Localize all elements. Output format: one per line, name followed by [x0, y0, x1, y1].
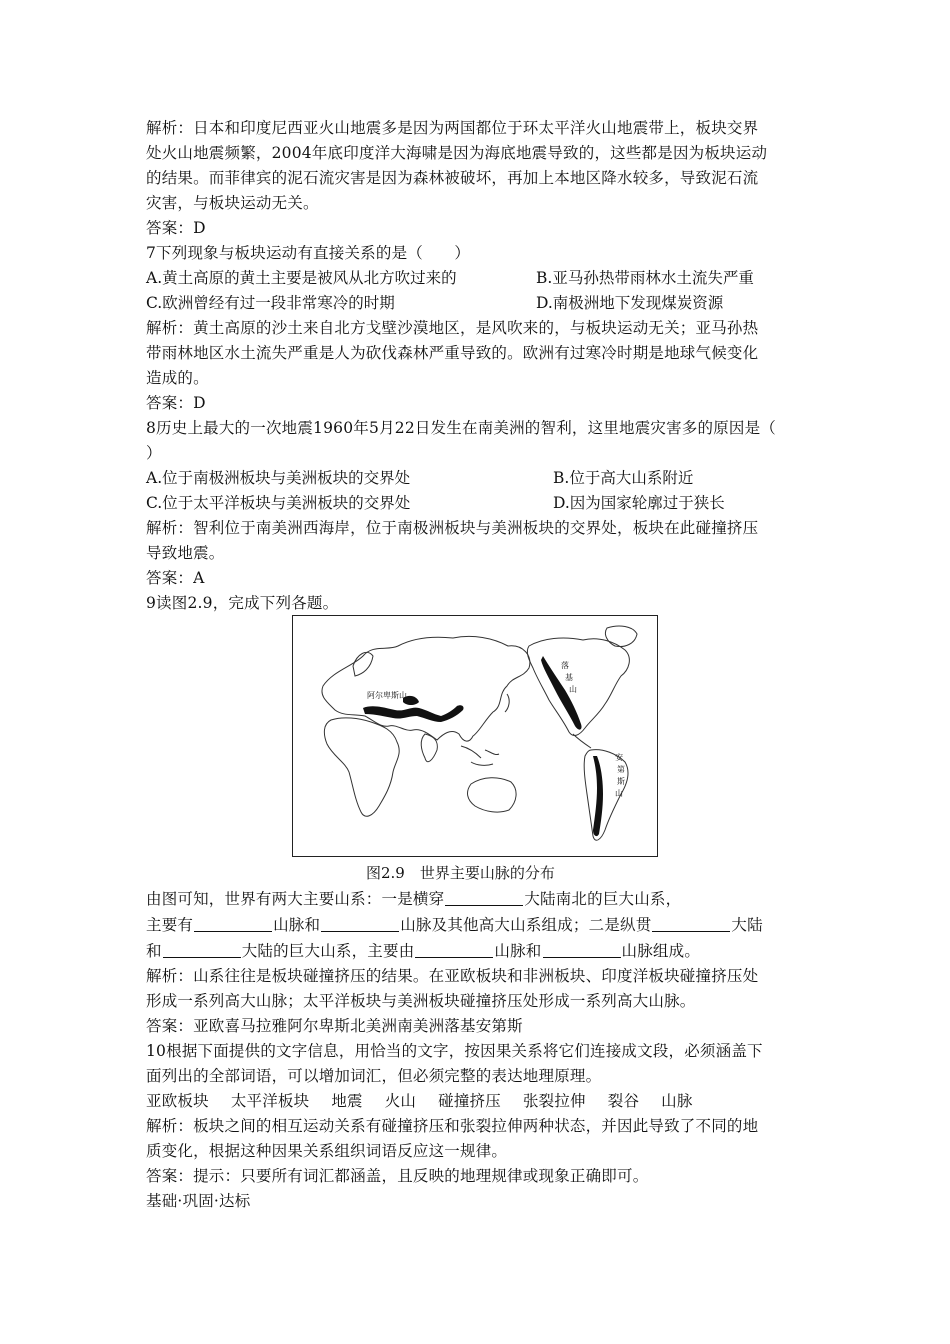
question-8-stem: 8历史上最大的一次地震1960年5月22日发生在南美洲的智利，这里地震灾害多的原因是（ [146, 419, 776, 437]
alpine-himalayan-belt [363, 705, 464, 722]
fill-line-3 [146, 939, 806, 963]
analysis-line: 形成一系列高大山脉；太平洋板块与美洲板块碰撞挤压处形成一系列高大山脉。 [146, 992, 696, 1010]
keyword: 太平洋板块 [230, 1092, 310, 1110]
q7-option-c: C.欧洲曾经有过一段非常寒冷的时期 [146, 294, 395, 312]
map-label-andes-4: 山 [615, 789, 623, 798]
keyword: 山脉 [661, 1092, 693, 1110]
fill-line-2 [146, 913, 806, 937]
analysis-line: 解析：板块之间的相互运动关系有碰撞挤压和张裂拉伸两种状态，并因此导致了不同的地 [146, 1117, 759, 1135]
keyword: 裂谷 [607, 1092, 640, 1110]
se-asia-islands [461, 746, 499, 765]
question-10-stem: 10根据下面提供的文字信息，用恰当的文字，按因果关系将它们连接成文段，必须涵盖下 [146, 1042, 763, 1060]
question-9-stem: 9读图2.9，完成下列各题。 [146, 594, 339, 612]
analysis-line: 灾害，与板块运动无关。 [146, 194, 319, 212]
fill-text: 大陆南北的巨大山系， [524, 890, 682, 908]
analysis-line: 解析：山系往往是板块碰撞挤压的结果。在亚欧板块和非洲板块、印度洋板块碰撞挤压处 [146, 967, 759, 985]
fill-text: 主要有 [146, 916, 194, 934]
map-label-andes-1: 安 [615, 753, 623, 762]
answer-blank[interactable] [194, 914, 272, 932]
map-label-rocky-2: 基 [565, 673, 573, 682]
q8-option-b: B.位于高大山系附近 [553, 469, 694, 487]
keyword: 碰撞挤压 [438, 1092, 501, 1110]
analysis-line: 解析：智利位于南美洲西海岸，位于南极洲板块与美洲板块的交界处，板块在此碰撞挤压 [146, 519, 759, 537]
q8-option-a: A.位于南极洲板块与美洲板块的交界处 [146, 469, 411, 487]
answer-blank[interactable] [652, 914, 730, 932]
japan-outline [505, 694, 509, 712]
q7-option-b: B.亚马孙热带雨林水土流失严重 [536, 269, 754, 287]
analysis-line: 导致地震。 [146, 544, 225, 562]
answer-line: 答案：D [146, 394, 206, 412]
analysis-line: 质变化，根据这种因果关系组织词语反应这一规律。 [146, 1142, 508, 1160]
fill-text: 和 [146, 942, 162, 960]
fill-text: 山脉和 [273, 916, 321, 934]
analysis-line: 的结果。而菲律宾的泥石流灾害是因为森林被破坏，再加上本地区降水较多，导致泥石流 [146, 169, 759, 187]
question-7-stem: 7下列现象与板块运动有直接关系的是（ ） [146, 244, 471, 262]
analysis-line: 解析：日本和印度尼西亚火山地震多是因为两国都位于环太平洋火山地震带上，板块交界 [146, 119, 759, 137]
keyword: 张裂拉伸 [522, 1092, 586, 1110]
question-10-stem: 面列出的全部词语，可以增加词汇，但必须完整的表达地理原理。 [146, 1067, 602, 1085]
q8-option-c: C.位于太平洋板块与美洲板块的交界处 [146, 494, 411, 512]
answer-line: 答案：A [146, 569, 205, 587]
fill-text: 山脉及其他高大山系组成；二是纵贯 [400, 916, 652, 934]
section-heading: 基础·巩固·达标 [146, 1192, 251, 1210]
q7-option-d: D.南极洲地下发现煤炭资源 [536, 294, 724, 312]
map-label-rocky-1: 落 [561, 661, 569, 670]
map-label-alps: 阿尔卑斯山 [367, 691, 407, 700]
answer-blank[interactable] [543, 940, 621, 958]
analysis-line: 解析：黄土高原的沙土来自北方戈壁沙漠地区，是风吹来的，与板块运动无关；亚马孙热 [146, 319, 759, 337]
fill-text: 山脉和 [494, 942, 542, 960]
fill-line-1 [146, 887, 806, 911]
greenland-outline [605, 626, 637, 647]
analysis-line: 造成的。 [146, 369, 209, 387]
map-label-andes-2: 第 [617, 765, 625, 774]
keyword: 火山 [384, 1092, 417, 1110]
answer-line: 答案：提示：只要所有词汇都涵盖，且反映的地理规律或现象正确即可。 [146, 1167, 649, 1185]
fill-text: 大陆 [731, 916, 763, 934]
answer-blank[interactable] [163, 940, 241, 958]
map-label-rocky-3: 山 [569, 685, 577, 694]
answer-blank[interactable] [445, 888, 523, 906]
answer-line: 答案：D [146, 219, 206, 237]
world-mountain-map [292, 615, 658, 857]
keyword: 亚欧板块 [146, 1092, 209, 1110]
analysis-line: 处火山地震频繁，2004年底印度洋大海啸是因为海底地震导致的，这些都是因为板块运动 [146, 144, 768, 162]
fill-text: 山脉组成。 [621, 942, 701, 960]
map-label-andes-3: 斯 [617, 777, 625, 786]
central-america-outline [573, 734, 591, 748]
andes-mountains [593, 756, 603, 836]
africa-outline [324, 718, 399, 816]
fill-text: 大陆的巨大山系，主要由 [241, 942, 415, 960]
figure-caption: 图2.9 世界主要山脉的分布 [366, 864, 555, 882]
answer-line: 答案：亚欧喜马拉雅阿尔卑斯北美洲南美洲落基安第斯 [146, 1017, 523, 1035]
fill-text: 由图可知，世界有两大主要山系：一是横穿 [146, 890, 445, 908]
keyword: 地震 [331, 1092, 363, 1110]
answer-blank[interactable] [415, 940, 493, 958]
keyword-list [146, 1089, 806, 1113]
eurasia-outline [322, 636, 530, 741]
world-map-illustration [293, 616, 657, 856]
answer-blank[interactable] [321, 914, 399, 932]
q7-option-a: A.黄土高原的黄土主要是被风从北方吹过来的 [146, 269, 457, 287]
analysis-line: 带雨林地区水土流失严重是人为砍伐森林严重导致的。欧洲有过寒冷时期是地球气候变化 [146, 344, 759, 362]
australia-outline [468, 778, 517, 812]
q8-option-d: D.因为国家轮廓过于狭长 [553, 494, 725, 512]
question-8-stem-end: ） [146, 444, 162, 462]
